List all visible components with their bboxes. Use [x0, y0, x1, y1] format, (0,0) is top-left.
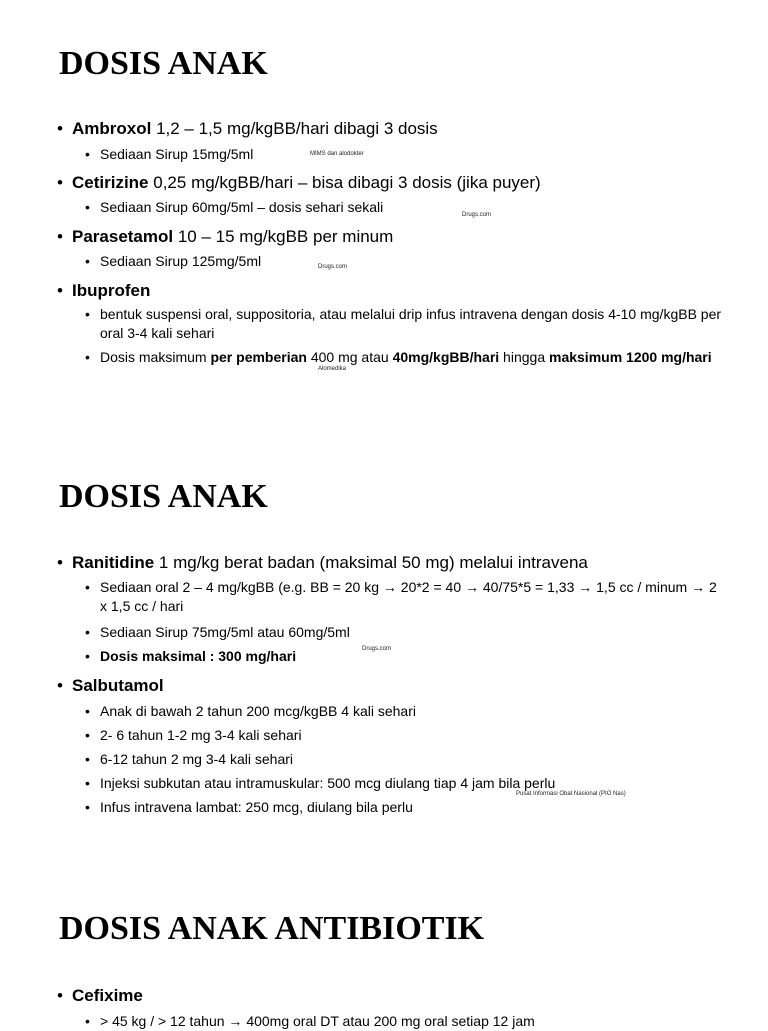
bullet-icon: •	[57, 281, 63, 300]
bullet-icon: •	[85, 579, 90, 595]
list-item-cefixime	[57, 985, 143, 1007]
sub-item-text: bentuk suspensi oral, suppositoria, atau melalui drip infus intravena dengan dosis 4-10 mg/kgBB per oral 3-4 kali sehari	[100, 306, 722, 341]
text-run: Dosis maksimum	[100, 349, 211, 365]
drug-dose: 1 mg/kg berat badan (maksimal 50 mg) melalui intravena	[154, 553, 588, 572]
text-run: 400 mg atau	[306, 349, 393, 365]
bullet-icon: •	[85, 349, 90, 365]
bullet-icon: •	[85, 799, 90, 815]
text-run-bold: 40mg/kgBB/hari	[392, 349, 500, 365]
bullet-icon: •	[57, 227, 63, 246]
source-note: Drugs.com	[318, 264, 348, 270]
text-run-bold: maksimum 1200 mg/hari	[549, 349, 712, 365]
sub-item-text: 6-12 tahun 2 mg 3-4 kali sehari	[100, 751, 293, 767]
bullet-icon: •	[85, 253, 90, 269]
bullet-icon: •	[85, 1013, 90, 1029]
text-run-bold: per pemberian	[210, 349, 307, 365]
source-note: Drugs.com	[462, 212, 492, 218]
bullet-icon: •	[85, 775, 90, 791]
bullet-icon: •	[85, 648, 90, 664]
sub-item-text: 2- 6 tahun 1-2 mg 3-4 kali sehari	[100, 727, 302, 743]
sub-item-text: Sediaan Sirup 15mg/5ml	[100, 146, 254, 162]
drug-name: Cetirizine	[72, 173, 149, 192]
sub-item-text: Sediaan Sirup 125mg/5ml	[100, 253, 262, 269]
sub-item-text: Dosis maksimal : 300 mg/hari	[100, 648, 297, 664]
bullet-icon: •	[85, 727, 90, 743]
text-run: hingga	[499, 349, 549, 365]
drug-name: Ranitidine	[72, 553, 155, 572]
sub-item-text: Sediaan oral 2 – 4 mg/kgBB (e.g. BB = 20 kg → 20*2 = 40 → 40/75*5 = 1,33 → 1,5 cc / minum → 2 x 1,5 cc / hari	[100, 579, 717, 614]
bullet-icon: •	[85, 751, 90, 767]
sub-item-text: Sediaan Sirup 75mg/5ml atau 60mg/5ml	[100, 624, 350, 640]
drug-dose: 1,2 – 1,5 mg/kgBB/hari dibagi 3 dosis	[151, 119, 438, 138]
drug-name: Ibuprofen	[72, 281, 151, 300]
source-note: Pusat Informasi Obat Nasional (PIO Nas)	[516, 791, 626, 797]
bullet-icon: •	[57, 676, 63, 695]
slide-title: DOSIS ANAK	[59, 478, 268, 515]
sub-item-text: Sediaan Sirup 60mg/5ml – dosis sehari sekali	[100, 199, 384, 215]
bullet-icon: •	[85, 624, 90, 640]
sub-item-text: > 45 kg / > 12 tahun → 400mg oral DT atau 200 mg oral setiap 12 jam	[100, 1013, 535, 1029]
bullet-icon: •	[57, 173, 63, 192]
bullet-icon: •	[85, 703, 90, 719]
sub-item-text: Infus intravena lambat: 250 mcg, diulang bila perlu	[100, 799, 413, 815]
sub-item	[85, 1012, 725, 1031]
bullet-icon: •	[85, 146, 90, 162]
drug-name: Parasetamol	[72, 227, 174, 246]
bullet-icon: •	[57, 553, 63, 572]
drug-name: Cefixime	[72, 986, 143, 1005]
sub-item-text: Anak di bawah 2 tahun 200 mcg/kgBB 4 kali sehari	[100, 703, 416, 719]
bullet-icon: •	[85, 199, 90, 215]
drug-name: Salbutamol	[72, 676, 164, 695]
bullet-icon: •	[85, 306, 90, 322]
sub-item-text: Injeksi subkutan atau intramuskular: 500 mcg diulang tiap 4 jam bila perlu	[100, 775, 556, 791]
drug-dose: 10 – 15 mg/kgBB per minum	[173, 227, 394, 246]
source-note: Drugs.com	[362, 646, 392, 652]
bullet-icon: •	[57, 119, 63, 138]
bullet-icon: •	[57, 986, 63, 1005]
slide-title: DOSIS ANAK	[59, 45, 268, 82]
drug-name: Ambroxol	[72, 119, 152, 138]
source-note: Alomedika	[318, 366, 347, 372]
slide-title: DOSIS ANAK ANTIBIOTIK	[59, 910, 485, 947]
drug-dose: 0,25 mg/kgBB/hari – bisa dibagi 3 dosis (jika puyer)	[148, 173, 541, 192]
source-note: MIMS dan alodokter	[310, 151, 364, 157]
